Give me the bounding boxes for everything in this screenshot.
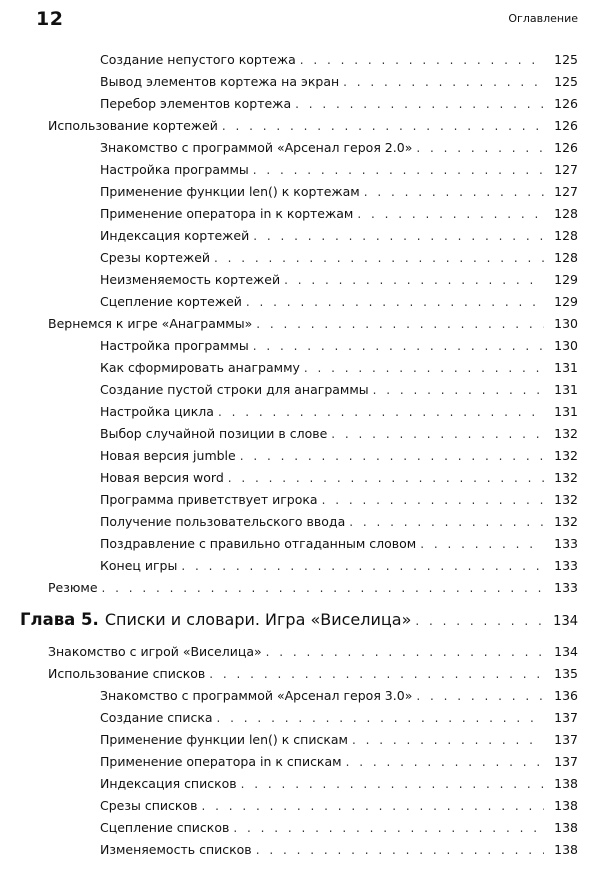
toc-entry-title: Индексация списков (100, 776, 237, 791)
toc-page-number: 137 (554, 754, 578, 769)
toc-entry-title: Перебор элементов кортежа (100, 96, 292, 111)
toc-page-number: 132 (554, 514, 578, 529)
toc-entry-title: Знакомство с программой «Арсенал героя 3.0» (100, 688, 413, 703)
toc-page-number: 138 (554, 820, 578, 835)
toc-page-number: 134 (554, 644, 578, 659)
dot-leader (240, 449, 544, 463)
toc-subsection[interactable] (0, 228, 600, 250)
toc-section[interactable] (0, 316, 600, 338)
toc-page-number: 125 (554, 52, 578, 67)
toc-subsection[interactable] (0, 206, 600, 228)
toc-section[interactable] (0, 580, 600, 602)
toc-page-number: 133 (554, 536, 578, 551)
toc-subsection[interactable] (0, 250, 600, 272)
toc-subsection[interactable] (0, 842, 600, 864)
toc-subsection[interactable] (0, 820, 600, 842)
dot-leader (373, 383, 544, 397)
toc-subsection[interactable] (0, 338, 600, 360)
toc-entry-title: Сцепление списков (100, 820, 230, 835)
toc-entry-title: Применение оператора in к спискам (100, 754, 342, 769)
toc-entry-title: Настройка программы (100, 338, 249, 353)
toc-page-number: 129 (554, 272, 578, 287)
dot-leader (416, 141, 544, 155)
toc-subsection[interactable] (0, 470, 600, 492)
toc-entry-title: Поздравление с правильно отгаданным словом (100, 536, 417, 551)
dot-leader (256, 317, 544, 331)
dot-leader (346, 755, 544, 769)
dot-leader (295, 97, 544, 111)
toc-group-anagrams (0, 338, 600, 580)
toc-entry-title: Знакомство с программой «Арсенал героя 2.0» (100, 140, 413, 155)
dot-leader (228, 471, 544, 485)
toc-entry-title: Новая версия word (100, 470, 224, 485)
dot-leader (253, 163, 544, 177)
dot-leader (304, 361, 544, 375)
toc-entry-title: Применение функции len() к спискам (100, 732, 348, 747)
toc-page-number: 132 (554, 426, 578, 441)
toc-page-number: 136 (554, 688, 578, 703)
toc-entry-title: Новая версия jumble (100, 448, 236, 463)
toc-page-number: 138 (554, 798, 578, 813)
toc-subsection[interactable] (0, 404, 600, 426)
toc-entry-title: Срезы списков (100, 798, 198, 813)
toc-subsection[interactable] (0, 52, 600, 74)
dot-leader (343, 75, 544, 89)
toc-entry-title: Применение оператора in к кортежам (100, 206, 354, 221)
toc-section[interactable] (0, 644, 600, 666)
toc-page-number: 132 (554, 470, 578, 485)
toc-subsection[interactable] (0, 688, 600, 710)
dot-leader (209, 667, 544, 681)
toc-subsection[interactable] (0, 162, 600, 184)
toc-section[interactable] (0, 666, 600, 688)
toc-group-tuples (0, 140, 600, 316)
dot-leader (352, 733, 544, 747)
dot-leader (217, 711, 544, 725)
toc-page-number: 131 (554, 382, 578, 397)
toc-subsection[interactable] (0, 184, 600, 206)
toc-page-number: 129 (554, 294, 578, 309)
dot-leader (222, 119, 544, 133)
toc-page-number: 127 (554, 184, 578, 199)
dot-leader (266, 645, 544, 659)
toc-entry-title: Сцепление кортежей (100, 294, 242, 309)
toc-section[interactable] (0, 118, 600, 140)
page-number: 12 (36, 8, 64, 30)
dot-leader (241, 777, 544, 791)
toc-page-number: 125 (554, 74, 578, 89)
toc-subsection[interactable] (0, 798, 600, 820)
toc-entry-title: Вывод элементов кортежа на экран (100, 74, 340, 89)
toc-subsection[interactable] (0, 140, 600, 162)
toc-entry-title: Вернемся к игре «Анаграммы» (48, 316, 253, 331)
toc-page-number: 132 (554, 448, 578, 463)
toc-subsection[interactable] (0, 776, 600, 798)
toc-subsection[interactable] (0, 558, 600, 580)
toc-subsection[interactable] (0, 448, 600, 470)
toc-entry-title: Выбор случайной позиции в слове (100, 426, 328, 441)
toc-page-number: 137 (554, 710, 578, 725)
dot-leader (357, 207, 544, 221)
toc-subsection[interactable] (0, 492, 600, 514)
toc-subsection[interactable] (0, 382, 600, 404)
toc-page-number: 127 (554, 162, 578, 177)
toc-page-number: 135 (554, 666, 578, 681)
dot-leader (253, 229, 544, 243)
toc-subsection[interactable] (0, 426, 600, 448)
dot-leader (218, 405, 544, 419)
dot-leader (181, 559, 544, 573)
dot-leader (364, 185, 544, 199)
toc-page-number: 128 (554, 228, 578, 243)
dot-leader (214, 251, 544, 265)
toc-page-number: 138 (554, 842, 578, 857)
running-title: Оглавление (508, 12, 578, 25)
dot-leader (349, 515, 544, 529)
dot-leader (201, 799, 544, 813)
toc-entry-title: Настройка цикла (100, 404, 214, 419)
toc-subsection[interactable] (0, 732, 600, 754)
toc-entry-title: Получение пользовательского ввода (100, 514, 346, 529)
dot-leader (284, 273, 544, 287)
toc-page-number: 133 (554, 558, 578, 573)
toc-page-number: 130 (554, 316, 578, 331)
toc-page-number: 137 (554, 732, 578, 747)
toc-entry-title: Индексация кортежей (100, 228, 250, 243)
chapter-title: Списки и словари. Игра «Виселица» (104, 610, 412, 629)
chapter-label: Глава 5. (20, 610, 99, 629)
toc-entry-title: Создание пустой строки для анаграммы (100, 382, 369, 397)
toc-entry-title: Срезы кортежей (100, 250, 211, 265)
dot-leader (416, 689, 544, 703)
toc-entry-title: Программа приветствует игрока (100, 492, 318, 507)
toc-entry-title: Резюме (48, 580, 98, 595)
toc-subsection[interactable] (0, 710, 600, 732)
toc-page-number: 138 (554, 776, 578, 791)
toc-entry-title: Изменяемость списков (100, 842, 252, 857)
toc-subsection[interactable] (0, 272, 600, 294)
toc-subsection[interactable] (0, 96, 600, 118)
toc-page-number: 131 (554, 360, 578, 375)
toc-page-number: 126 (554, 140, 578, 155)
toc-entry-title: Использование кортежей (48, 118, 218, 133)
toc-page-number: 126 (554, 96, 578, 111)
toc-subsection[interactable] (0, 754, 600, 776)
dot-leader (102, 581, 544, 595)
toc-subsection[interactable] (0, 536, 600, 558)
dot-leader (415, 614, 544, 628)
toc-page-number: 132 (554, 492, 578, 507)
table-of-contents (0, 52, 600, 864)
toc-page-number: 128 (554, 250, 578, 265)
toc-subsection[interactable] (0, 74, 600, 96)
toc-chapter[interactable] (0, 606, 600, 644)
dot-leader (233, 821, 544, 835)
toc-page-number: 131 (554, 404, 578, 419)
toc-group-tuple-basics (0, 52, 600, 118)
toc-entry-title: Использование списков (48, 666, 206, 681)
toc-page-number: 128 (554, 206, 578, 221)
toc-entry-title: Применение функции len() к кортежам (100, 184, 360, 199)
dot-leader (322, 493, 544, 507)
toc-entry-title: Как сформировать анаграмму (100, 360, 300, 375)
toc-entry-title: Создание непустого кортежа (100, 52, 296, 67)
toc-page-number: 134 (553, 614, 578, 629)
toc-subsection[interactable] (0, 294, 600, 316)
dot-leader (253, 339, 544, 353)
toc-page-number: 133 (554, 580, 578, 595)
dot-leader (256, 843, 544, 857)
toc-page-number: 130 (554, 338, 578, 353)
toc-entry-title: Знакомство с игрой «Виселица» (48, 644, 262, 659)
page-header (36, 8, 578, 34)
toc-entry-title: Неизменяемость кортежей (100, 272, 281, 287)
toc-subsection[interactable] (0, 514, 600, 536)
dot-leader (300, 53, 544, 67)
toc-page-number: 126 (554, 118, 578, 133)
toc-entry-title: Настройка программы (100, 162, 249, 177)
toc-group-lists (0, 688, 600, 864)
toc-entry-title: Конец игры (100, 558, 178, 573)
dot-leader (331, 427, 544, 441)
dot-leader (246, 295, 544, 309)
toc-entry-title: Создание списка (100, 710, 213, 725)
toc-subsection[interactable] (0, 360, 600, 382)
dot-leader (420, 537, 544, 551)
